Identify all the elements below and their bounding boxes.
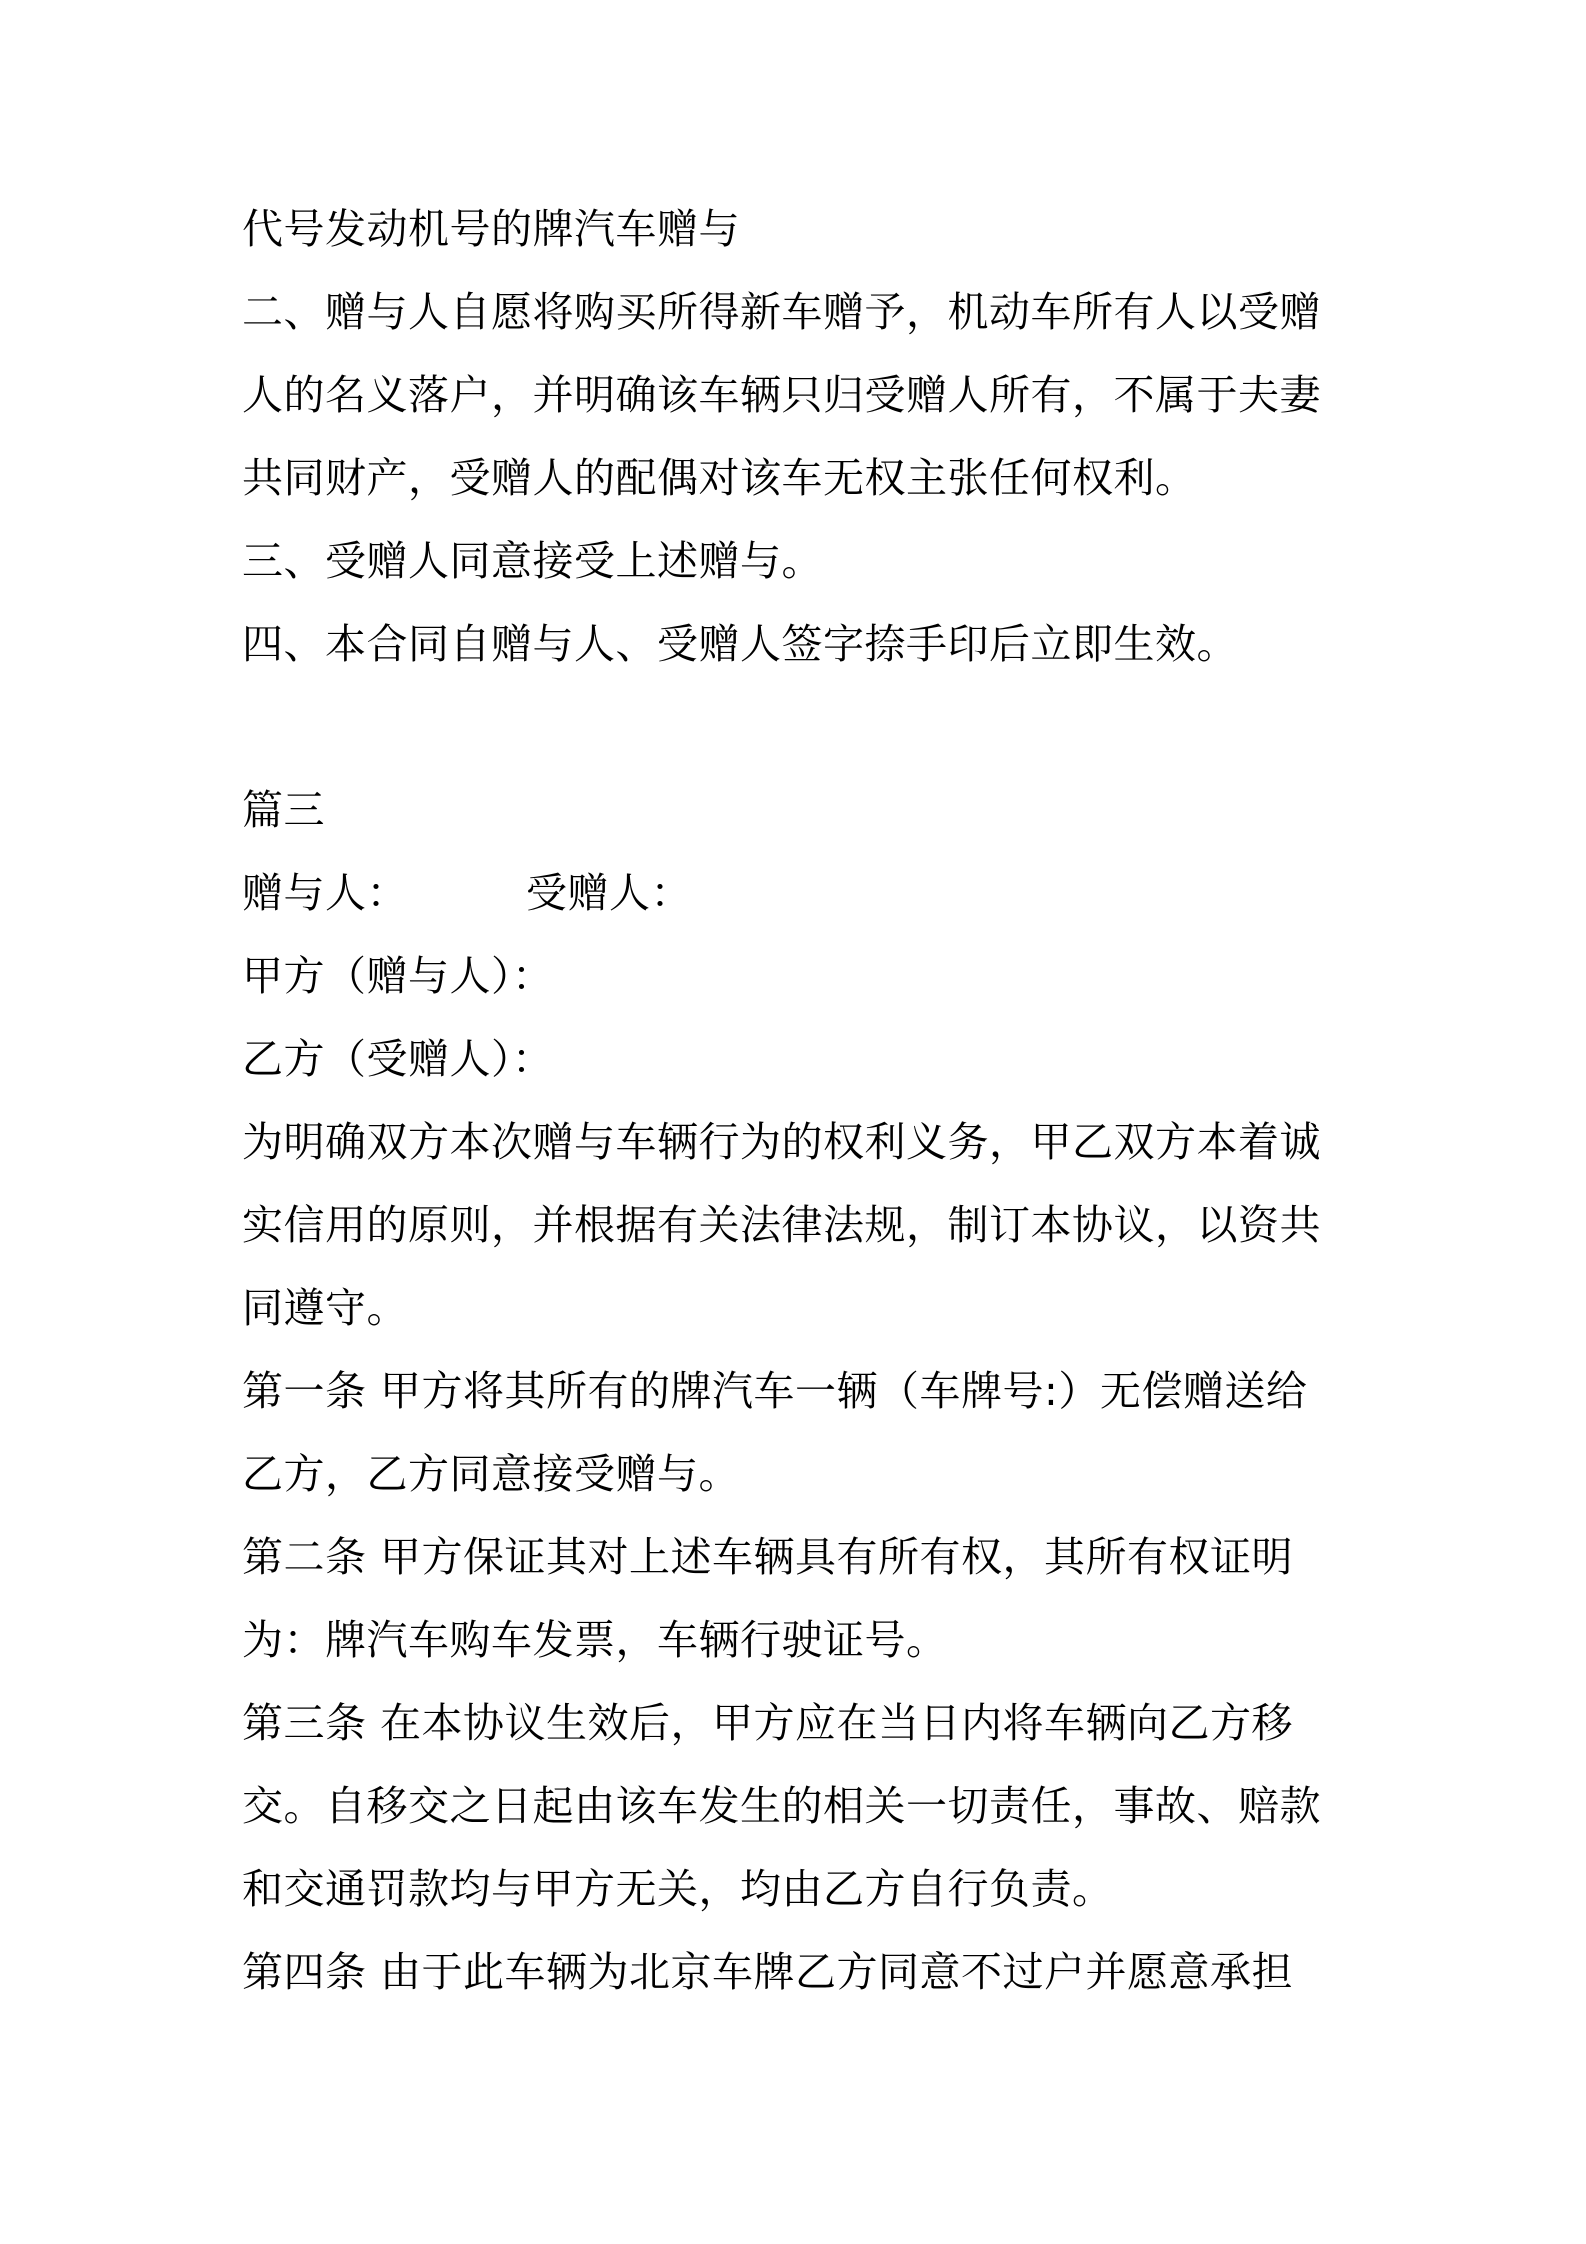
article-line: 第三条 在本协议生效后，甲方应在当日内将车辆向乙方移 — [242, 1699, 1294, 1747]
text-line: 为：牌汽车购车发票，车辆行驶证号。 — [242, 1616, 948, 1664]
text-line: 同遵守。 — [242, 1284, 408, 1332]
party-a-label: 甲方（赠与人）： — [242, 952, 554, 1000]
text-line: 和交通罚款均与甲方无关，均由乙方自行负责。 — [242, 1865, 1114, 1913]
section-title: 篇三 — [242, 786, 325, 834]
text-line: 共同财产，受赠人的配偶对该车无权主张任何权利。 — [242, 454, 1197, 502]
party-b-label: 乙方（受赠人）： — [242, 1035, 554, 1083]
text-line: 乙方，乙方同意接受赠与。 — [242, 1450, 740, 1498]
article-line: 第二条 甲方保证其对上述车辆具有所有权，其所有权证明 — [242, 1533, 1294, 1581]
text-line: 四、本合同自赠与人、受赠人签字捺手印后立即生效。 — [242, 620, 1238, 668]
text-line: 代号发动机号的牌汽车赠与 — [242, 205, 740, 253]
donee-label: 受赠人： — [526, 869, 692, 917]
text-line: 三、受赠人同意接受上述赠与。 — [242, 537, 823, 585]
text-line: 实信用的原则，并根据有关法律法规，制订本协议，以资共 — [242, 1201, 1321, 1249]
text-line: 二、赠与人自愿将购买所得新车赠予，机动车所有人以受赠 — [242, 288, 1321, 336]
text-line: 人的名义落户，并明确该车辆只归受赠人所有，不属于夫妻 — [242, 371, 1321, 419]
donor-label: 赠与人： — [242, 869, 408, 917]
article-line: 第一条 甲方将其所有的牌汽车一辆（车牌号:）无偿赠送给 — [242, 1367, 1308, 1415]
text-line: 为明确双方本次赠与车辆行为的权利义务，甲乙双方本着诚 — [242, 1118, 1321, 1166]
document-text — [242, 188, 1362, 2014]
paragraph-gap — [242, 686, 1362, 769]
article-line: 第四条 由于此车辆为北京车牌乙方同意不过户并愿意承担 — [242, 1948, 1294, 1996]
text-line: 交。自移交之日起由该车发生的相关一切责任，事故、赔款 — [242, 1782, 1321, 1830]
signature-labels — [242, 852, 1362, 935]
